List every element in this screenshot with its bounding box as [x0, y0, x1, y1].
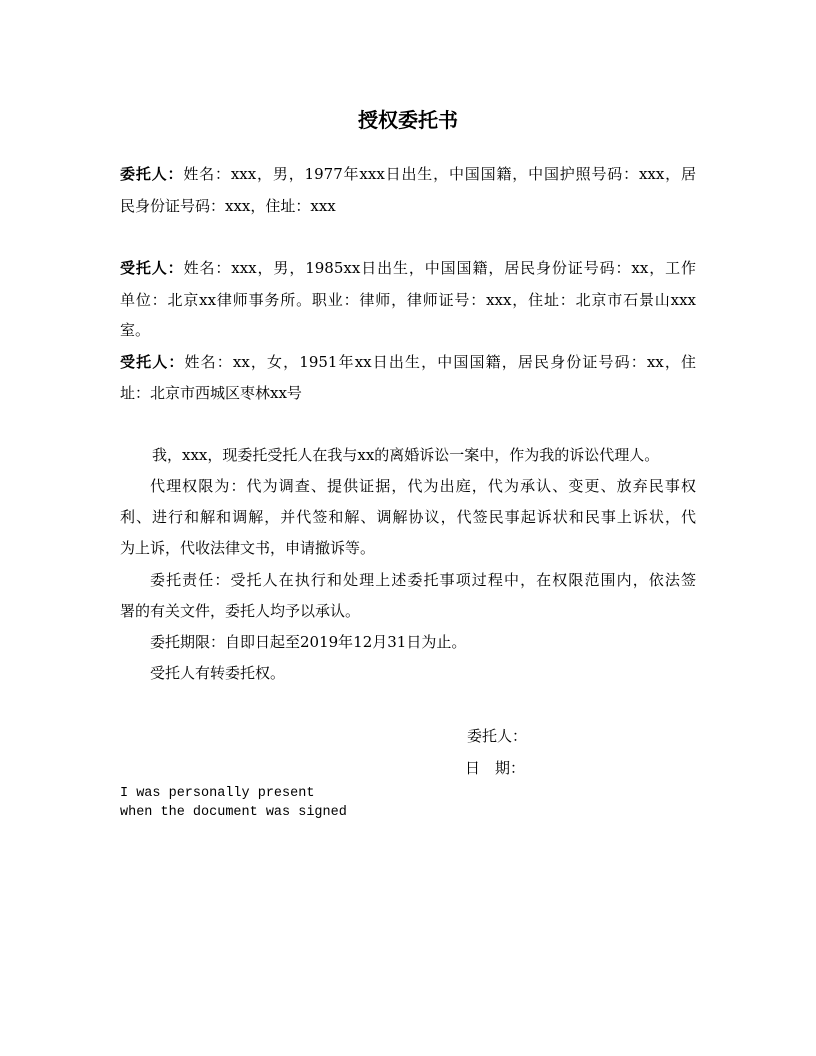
principal-line-2: 民身份证号码：xxx，住址：xxx [120, 197, 336, 215]
body-para-5: 受托人有转委托权。 [150, 664, 286, 682]
body-para-2-line-1: 代理权限为：代为调查、提供证据，代为出庭，代为承认、变更、放弃民事权 [150, 477, 696, 495]
body-para-3-line-1: 委托责任：受托人在执行和处理上述委托事项过程中，在权限范围内，依法签 [150, 571, 696, 589]
body-para-3-line-2: 署的有关文件，委托人均予以承认。 [120, 602, 361, 620]
text: 姓名：xxx，男，1985xx日出生，中国国籍，居民身份证号码：xx，工作 [183, 259, 696, 277]
principal-signature-label: 委托人： [467, 727, 528, 745]
text: 姓名：xxx，男，1977年xxx日出生，中国国籍，中国护照号码：xxx，居 [183, 165, 696, 183]
principal-line-1 [120, 164, 696, 184]
text: 姓名：xx，女，1951年xx日出生，中国国籍，居民身份证号码：xx，住 [184, 353, 696, 371]
document-title: 授权委托书 [358, 108, 458, 132]
date-label: 日 期： [465, 759, 526, 777]
agent1-line-3: 室。 [120, 321, 151, 339]
body-para-1: 我，xxx，现委托受托人在我与xx的离婚诉讼一案中，作为我的诉讼代理人。 [152, 446, 660, 464]
body-para-2-line-2: 利、进行和解和调解，并代签和解、调解协议，代签民事起诉状和民事上诉状，代 [120, 508, 696, 526]
agent-label: 受托人： [120, 259, 184, 277]
body-para-2-line-3: 为上诉，代收法律文书，申请撤诉等。 [120, 539, 376, 557]
agent-label: 受托人： [120, 353, 185, 371]
witness-note-line-1: I was personally present [120, 786, 315, 801]
agent2-line-1 [120, 352, 696, 372]
agent1-line-2: 单位：北京xx律师事务所。职业：律师，律师证号：xxx，住址：北京市石景山xxx [120, 291, 696, 309]
agent2-line-2: 址：北京市西城区枣林xx号 [120, 384, 302, 402]
agent1-line-1 [120, 258, 696, 278]
body-para-4: 委托期限：自即日起至2019年12月31日为止。 [150, 633, 467, 651]
witness-note-line-2: when the document was signed [120, 805, 347, 820]
principal-label: 委托人： [120, 165, 184, 183]
